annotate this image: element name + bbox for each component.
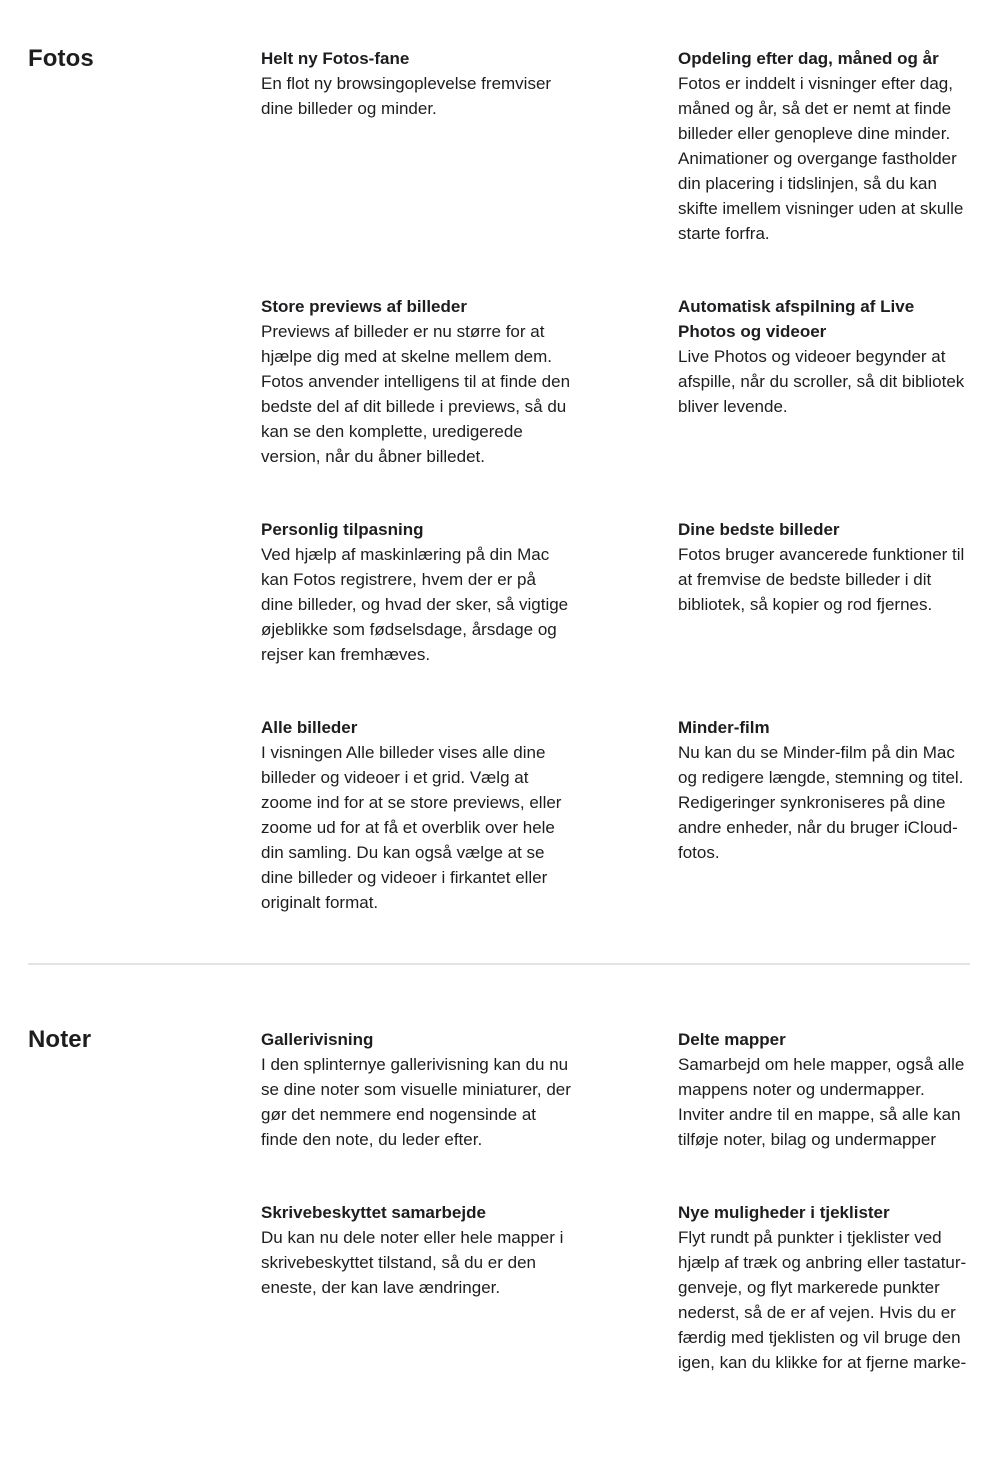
feature-heading: Personlig tilpasning: [261, 520, 424, 539]
feature-heading: Alle billeder: [261, 718, 358, 737]
feature-body: Fotos bruger avancerede funktioner til at fremvise de bedste billeder i dit bibliotek, så kopier og rod fjernes.: [678, 545, 965, 614]
feature-dine-bedste-billeder: [678, 517, 972, 617]
feature-body: Fotos er inddelt i visninger efter dag, måned og år, så det er nemt at finde billeder eller genopleve dine minder. Animationer og overgange fastholder din placering i tidslinjen, så du kan skifte imellem visninger uden at skulle starte forfra.: [678, 74, 964, 243]
feature-heading: Dine bedste billeder: [678, 520, 840, 539]
feature-row: [28, 1200, 970, 1375]
feature-helt-ny-fotos-fane: [261, 46, 678, 121]
feature-heading: Minder-film: [678, 718, 770, 737]
feature-body: Nu kan du se Minder-film på din Mac og redigere længde, stemning og titel. Redigeringer synkroniseres på dine andre enheder, når du bruger iCloud-fotos.: [678, 743, 964, 862]
feature-heading: Store previews af billeder: [261, 297, 467, 316]
feature-gallerivisning: [261, 1027, 678, 1152]
feature-delte-mapper: [678, 1027, 972, 1152]
feature-row: [28, 46, 970, 246]
feature-body: Du kan nu dele noter eller hele mapper i skrivebeskyttet tilstand, så du er den eneste, der kan lave ændringer.: [261, 1228, 564, 1297]
feature-row: [28, 517, 970, 667]
section-divider: [28, 963, 970, 965]
feature-store-previews: [261, 294, 678, 469]
feature-heading: Gallerivisning: [261, 1030, 374, 1049]
feature-body: En flot ny browsingoplevelse fremviser dine billeder og minder.: [261, 74, 552, 118]
feature-automatisk-afspilning: [678, 294, 972, 419]
section-fotos: [28, 46, 970, 915]
feature-body: Samarbejd om hele mapper, også alle mappens noter og undermapper. Inviter andre til en mappe, så alle kan tilføje noter, bilag og undermapper: [678, 1055, 965, 1149]
feature-heading: Automatisk afspilning af Live Photos og videoer: [678, 297, 915, 341]
feature-heading: Helt ny Fotos-fane: [261, 49, 410, 68]
feature-nye-muligheder-i-tjeklister: [678, 1200, 972, 1375]
feature-body: I visningen Alle billeder vises alle dine billeder og videoer i et grid. Vælg at zoome ind for at se store previews, eller zoome ud for at få et overblik over hele din samling. Du kan også vælge at se dine billeder og videoer i firkantet eller originalt format.: [261, 743, 562, 912]
section-title-fotos: Fotos: [28, 45, 94, 72]
feature-skrivebeskyttet-samarbejde: [261, 1200, 678, 1300]
feature-personlig-tilpasning: [261, 517, 678, 667]
feature-row: [28, 1027, 970, 1152]
feature-minder-film: [678, 715, 972, 865]
feature-body: Live Photos og videoer begynder at afspille, når du scroller, så dit bibliotek bliver levende.: [678, 347, 965, 416]
feature-row: [28, 294, 970, 469]
feature-heading: Opdeling efter dag, måned og år: [678, 49, 939, 68]
feature-body: Ved hjælp af maskinlæring på din Mac kan Fotos registrere, hvem der er på dine billeder, og hvad der sker, så vigtige øjeblikke som fødselsdage, årsdage og rejser kan fremhæves.: [261, 545, 569, 664]
feature-body: Previews af billeder er nu større for at hjælpe dig med at skelne mellem dem. Fotos anvender intelligens til at finde den bedste del af dit billede i previews, så du kan se den komplette, uredigerede version, når du åbner billedet.: [261, 322, 571, 466]
feature-heading: Nye muligheder i tjeklister: [678, 1203, 890, 1222]
feature-heading: Delte mapper: [678, 1030, 786, 1049]
feature-body: Flyt rundt på punkter i tjeklister ved hjælp af træk og anbring eller tastatur-genveje, og flyt markerede punkter nederst, så de er af vejen. Hvis du er færdig med tjeklisten og vil bruge den igen, kan du klikke for at fjerne marke-: [678, 1228, 967, 1372]
feature-heading: Skrivebeskyttet samarbejde: [261, 1203, 486, 1222]
feature-alle-billeder: [261, 715, 678, 915]
section-noter: [28, 1027, 970, 1375]
section-title-noter: Noter: [28, 1026, 92, 1053]
feature-body: I den splinternye gallerivisning kan du nu se dine noter som visuelle miniaturer, der gør det nemmere end nogensinde at finde den note, du leder efter.: [261, 1055, 571, 1149]
feature-row: [28, 715, 970, 915]
feature-opdeling-efter-dag-maaned-aar: [678, 46, 972, 246]
